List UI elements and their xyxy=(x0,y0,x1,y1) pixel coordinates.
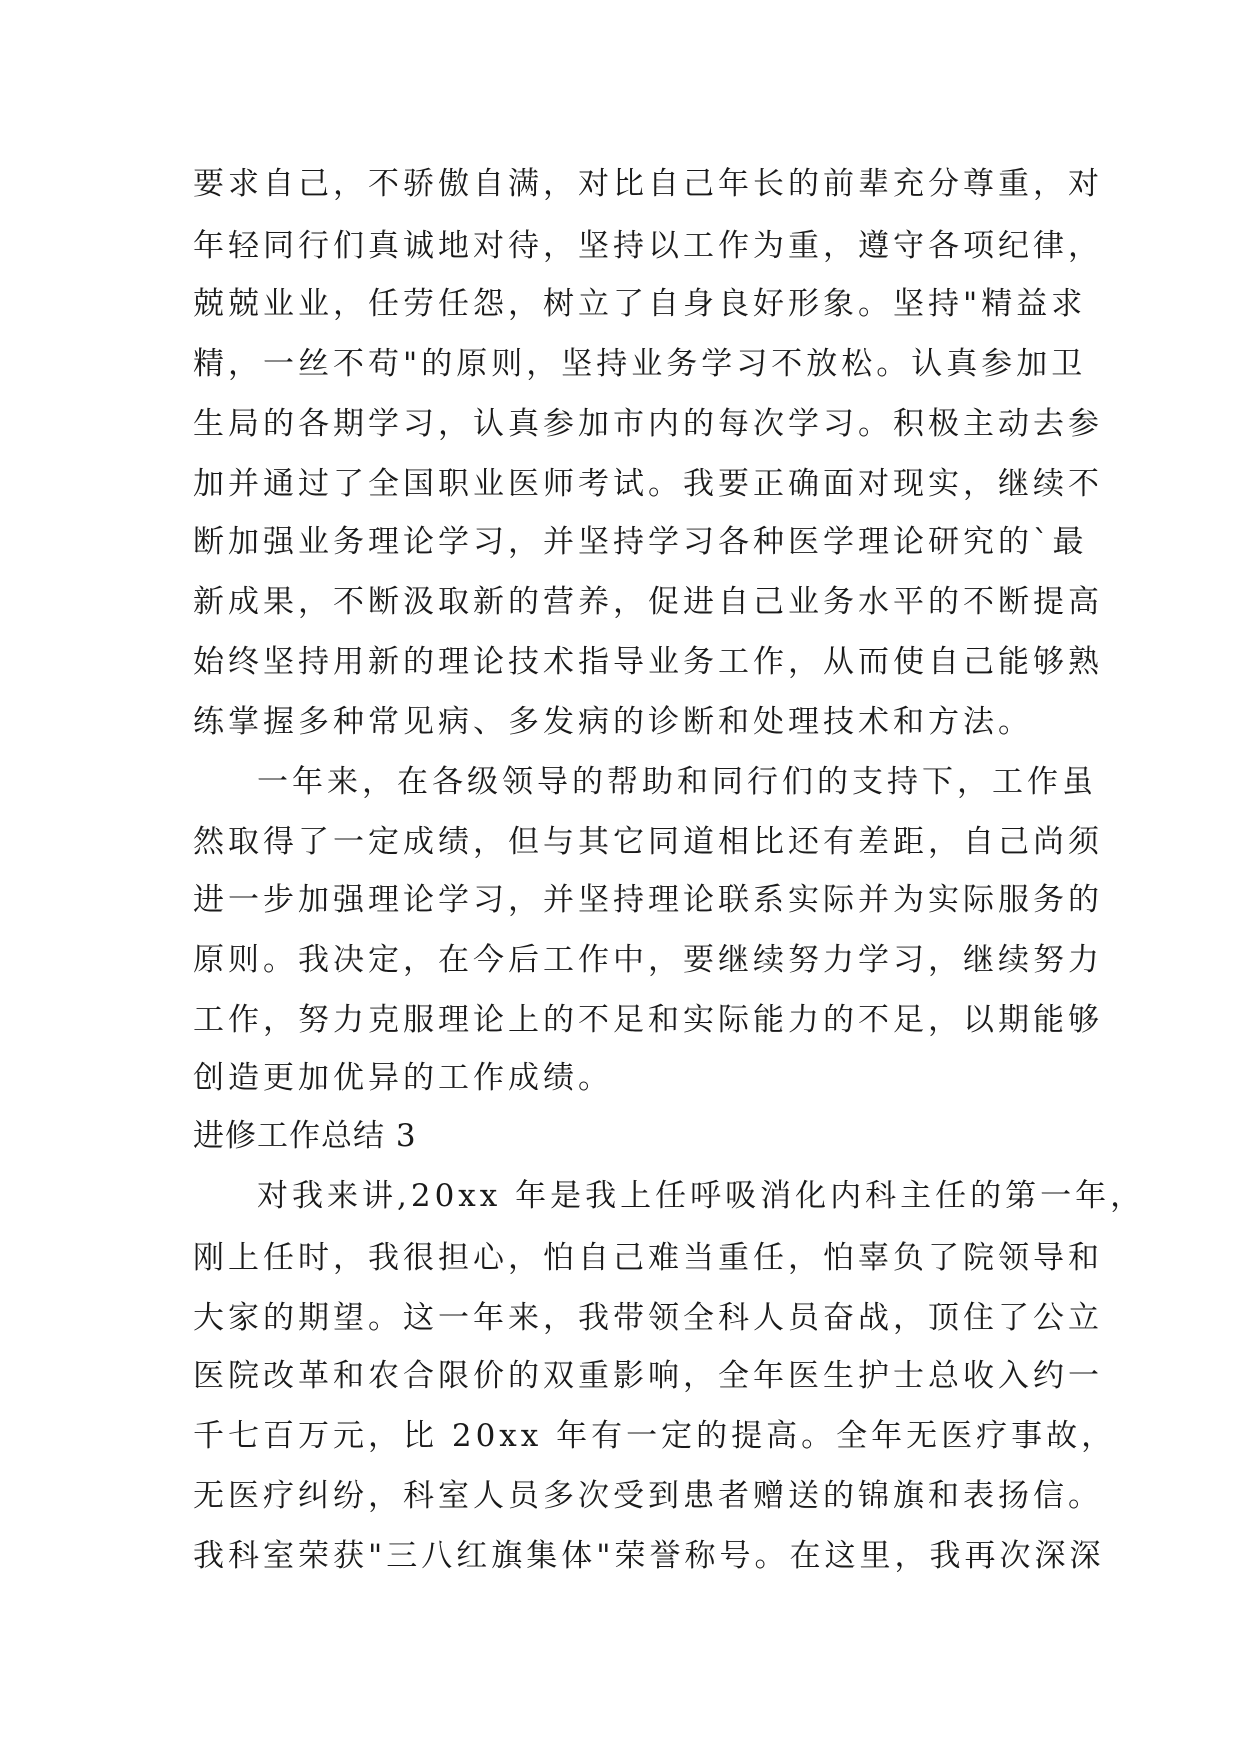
paragraph-first-line: 一年来，在各级领导的帮助和同行们的支持下，工作虽 xyxy=(257,764,1097,800)
text-line: 始终坚持用新的理论技术指导业务工作，从而使自己能够熟 xyxy=(193,644,1103,680)
text-line: 原则。我决定，在今后工作中，要继续努力学习，继续努力 xyxy=(193,942,1103,978)
text-line: 我科室荣获"三八红旗集体"荣誉称号。在这里，我再次深深 xyxy=(193,1538,1105,1574)
text-line: 生局的各期学习，认真参加市内的每次学习。积极主动去参 xyxy=(193,406,1103,442)
text-line: 加并通过了全国职业医师考试。我要正确面对现实，继续不 xyxy=(193,466,1103,502)
text-line: 大家的期望。这一年来，我带领全科人员奋战，顶住了公立 xyxy=(193,1300,1103,1336)
text-line: 进一步加强理论学习，并坚持理论联系实际并为实际服务的 xyxy=(193,882,1103,918)
text-line: 刚上任时，我很担心，怕自己难当重任，怕辜负了院领导和 xyxy=(193,1240,1103,1276)
text-line: 千七百万元，比 20xx 年有一定的提高。全年无医疗事故， xyxy=(193,1418,1117,1454)
paragraph-first-line: 对我来讲,20xx 年是我上任呼吸消化内科主任的第一年， xyxy=(257,1178,1146,1214)
text-line: 新成果，不断汲取新的营养，促进自己业务水平的不断提高 xyxy=(193,584,1103,620)
text-line: 无医疗纠纷，科室人员多次受到患者赠送的锦旗和表扬信。 xyxy=(193,1478,1103,1514)
text-line: 要求自己，不骄傲自满，对比自己年长的前辈充分尊重，对 xyxy=(193,166,1103,202)
text-line: 断加强业务理论学习，并坚持学习各种医学理论研究的`最 xyxy=(193,524,1088,560)
text-line: 工作，努力克服理论上的不足和实际能力的不足，以期能够 xyxy=(193,1002,1103,1038)
text-line: 练掌握多种常见病、多发病的诊断和处理技术和方法。 xyxy=(193,704,1033,740)
text-line: 兢兢业业，任劳任怨，树立了自身良好形象。坚持"精益求 xyxy=(193,286,1087,322)
text-line: 然取得了一定成绩，但与其它同道相比还有差距，自己尚须 xyxy=(193,824,1103,860)
text-line: 创造更加优异的工作成绩。 xyxy=(193,1060,613,1096)
section-heading: 进修工作总结 3 xyxy=(193,1118,417,1154)
text-line: 精，一丝不苟"的原则，坚持业务学习不放松。认真参加卫 xyxy=(193,346,1087,382)
text-line: 医院改革和农合限价的双重影响，全年医生护士总收入约一 xyxy=(193,1358,1103,1394)
text-line: 年轻同行们真诚地对待，坚持以工作为重，遵守各项纪律， xyxy=(193,228,1103,264)
